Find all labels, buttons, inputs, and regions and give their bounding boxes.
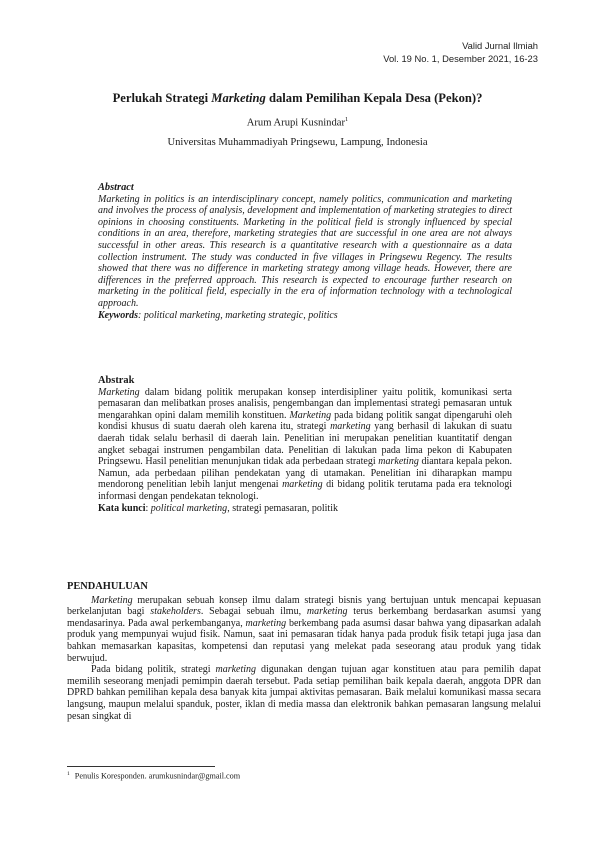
keywords: [98, 310, 512, 322]
paper-title: [40, 91, 555, 106]
abstrak-term: marketing: [330, 421, 371, 433]
abstrak-term: Marketing: [289, 409, 332, 421]
intro-paragraph-1: [67, 595, 541, 665]
introduction-section: [67, 581, 541, 722]
title-italic: Marketing: [211, 91, 266, 105]
abstrak-text: [98, 387, 512, 503]
intro-segment: digunakan dengan tujuan agar konstituen atau para pemilih dapat memilih seseorang menjadi pemimpin daerah tersebut. Pada setiap pemilihan baik kepala daerah, anggota DPR dan DPRD bahkan pemilihan kepala desa banyak kita jumpai aktivitas pemasaran. Baik melalui komunikasi massa secara langsung, maupun melalui spanduk, poster, iklan di media massa dan elektronik bahkan pemasaran langsung melalui pesan singkat di: [67, 664, 542, 722]
footnote-divider: [67, 766, 215, 767]
abstract-indonesian: [98, 375, 512, 514]
kata-kunci-sep: :: [145, 502, 151, 514]
keywords-values: : political marketing, marketing strategic, politics: [138, 309, 338, 321]
abstrak-segment: diantara kepala pekon. Namun, ada perbedaan pilihan pendekatan yang di utamakan. Penelitian ini diharapkan mampu mendorong penelitian lebih lanjut mengenai: [98, 456, 512, 491]
intro-segment: berkembang pada asumsi dasar bahwa yang dipasarkan adalah produk yang mempunyai wujud fisik. Namun, saat ini pemasaran tidak hanya pada produk fisik tetapi juga jasa dan bahkan memasarkan kapasitas, kompetensi dan reputasi yang melekat pada seseorang atau produk yang tidak berwujud.: [67, 617, 541, 664]
section-heading: PENDAHULUAN: [67, 581, 148, 592]
abstract-heading: Abstract: [98, 182, 134, 193]
intro-paragraph-2: [67, 664, 541, 722]
abstrak-segment: pada bidang politik sangat dipengaruhi oleh kondisi khusus di suatu daerah oleh karena itu, strategi: [98, 409, 512, 433]
journal-header: [383, 39, 538, 65]
intro-term: marketing: [306, 606, 348, 618]
kata-kunci-values: , strategi pemasaran, politik: [227, 502, 338, 514]
abstrak-segment: di bidang politik terutama pada era teknologi informasi dengan pendekatan teknologi.: [98, 479, 512, 502]
kata-kunci-term: political marketing: [150, 502, 228, 514]
intro-term: Marketing: [91, 594, 133, 606]
affiliation: Universitas Muhammadiyah Pringsewu, Lampung, Indonesia: [167, 137, 428, 148]
volume-info: Vol. 19 No. 1, Desember 2021, 16-23: [383, 53, 538, 64]
abstrak-segment: dalam bidang politik merupakan konsep interdisipliner yaitu politik, komunikasi serta pemasaran dan melibatkan proses analisis, pengembangan dan implementasi strategi pemasaran untuk mengarahkan opini dalam memilih konstituen.: [98, 386, 512, 421]
abstract-text: Marketing in politics is an interdisciplinary concept, namely politics, communication and marketing and involves the process of analysis, development and implementation of marketing strategies to direct opinions in choosing constituents. Marketing in the political field is strongly influenced by special conditions in an area, therefore, marketing strategies that are successful in one area are not always successful in other areas. This research is a quantitative research with a questionnaire as a data collection instrument. The study was conducted in five villages in Pringsewu Regency. The results showed that there was no difference in marketing strategy among village heads. However, there are differences in the preferred approach. This research is expected to encourage further research on marketing in the political field, especially in the era of information technology with a technological approach.: [98, 193, 512, 309]
abstrak-term: marketing: [282, 479, 323, 491]
intro-segment: merupakan sebuah konsep ilmu dalam strategi bisnis yang bertujuan untuk mencapai kepuasan berkelanjutan bagi: [67, 594, 541, 618]
intro-term: marketing: [215, 664, 257, 676]
abstrak-segment: yang berhasil di lakukan di suatu daerah tidak selalu berhasil di daerah lain. Penelitian ini merupakan penelitian kuantitatif dengan angket sebagai instrumen pengambilan data. Penelitian di lakukan pada lima pekon di Kabupaten Pringsewu. Hasil penelitian menunjukan tidak ada perbedaan strategi: [98, 421, 512, 468]
kata-kunci-label: Kata kunci: [98, 502, 146, 514]
abstrak-heading: Abstrak: [98, 375, 135, 386]
title-text: Perlukah Strategi: [112, 91, 212, 105]
abstract-english: [98, 182, 512, 321]
intro-segment: Pada bidang politik, strategi: [91, 664, 216, 676]
intro-segment: terus berkembang berdasarkan asumsi yang mendasarinya. Pada awal perkembanganya,: [67, 606, 541, 629]
intro-term: marketing: [245, 617, 287, 629]
author-footnote-mark: 1: [345, 116, 349, 123]
footnote-mark: 1: [67, 771, 70, 777]
title-text-end: dalam Pemilihan Kepala Desa (Pekon)?: [265, 91, 483, 105]
kata-kunci: [98, 503, 512, 515]
author-name: Arum Arupi Kusnindar: [246, 117, 346, 129]
abstrak-term: Marketing: [98, 386, 140, 398]
intro-segment: . Sebagai sebuah ilmu,: [200, 606, 307, 618]
footnote: [67, 771, 541, 781]
author: [40, 116, 555, 129]
journal-name: Valid Jurnal Ilmiah: [462, 40, 538, 51]
keywords-label: Keywords: [98, 309, 138, 321]
abstrak-term: marketing: [378, 456, 419, 468]
footnote-text: Penulis Koresponden. arumkusnindar@gmail.com: [74, 771, 241, 781]
intro-term: stakeholders: [150, 606, 201, 618]
